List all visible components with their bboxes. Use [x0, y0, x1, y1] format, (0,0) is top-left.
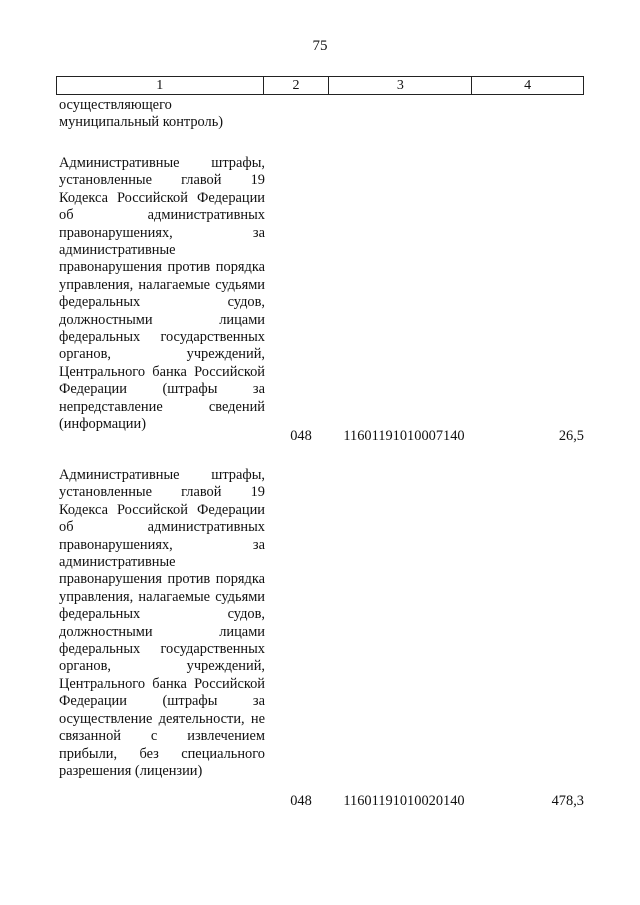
column-header-3: 3 [329, 77, 472, 95]
column-header-2: 2 [263, 77, 329, 95]
page-number: 75 [312, 38, 328, 54]
row-2-kbk-code: 11601191010020140 [343, 793, 465, 809]
row-1-kbk-code: 11601191010007140 [343, 428, 465, 444]
row-2-amount: 478,3 [551, 793, 584, 809]
column-header-1: 1 [57, 77, 264, 95]
row-1-amount: 26,5 [558, 428, 584, 444]
row-2-name: Административные штрафы, установленные главой 19 Кодекса Российской Федерации об административных правонарушениях, за административные правонарушения против порядка управления, налагаемые судьями федеральных судов, должностными лицами федеральных государственных органов, учреждений, Центрального банка Российской Федерации (штрафы за осуществление деятельности, не связанной с извлечением прибыли, без специального разрешения (лицензии) [59, 467, 265, 779]
row-2-admin-code: 048 [290, 793, 312, 809]
column-header-row [57, 77, 584, 95]
continuation-text: осуществляющего муниципальный контроль) [59, 97, 224, 131]
column-header-4: 4 [472, 77, 584, 95]
column-header-table [56, 76, 584, 95]
row-1-admin-code: 048 [290, 428, 312, 444]
row-1-name: Административные штрафы, установленные главой 19 Кодекса Российской Федерации об административных правонарушениях, за административные правонарушения против порядка управления, налагаемые судьями федеральных судов, должностными лицами федеральных государственных органов, учреждений, Центрального банка Российской Федерации (штрафы за непредставление сведений (информации) [59, 155, 265, 433]
